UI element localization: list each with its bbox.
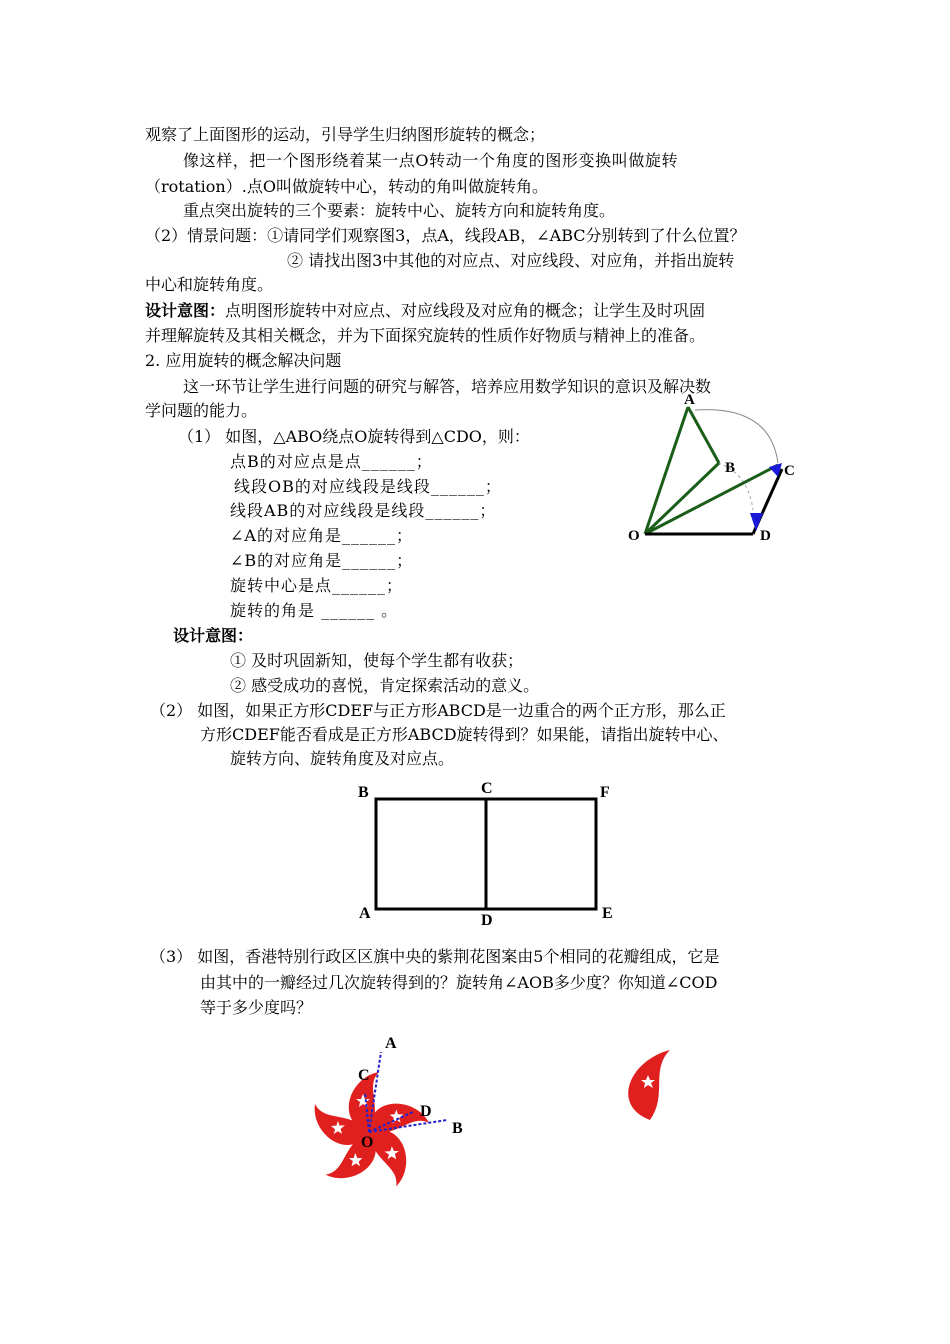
point-label: B: [452, 1120, 463, 1137]
section-text-2: 学问题的能力。: [145, 401, 258, 420]
question-3-line-3: 等于多少度吗？: [200, 998, 313, 1017]
point-label: D: [420, 1103, 432, 1120]
point-label: D: [760, 528, 771, 544]
question-2-line-2: 方形CDEF能否看成是正方形ABCD旋转得到？如果能，请指出旋转中心、: [200, 725, 729, 744]
design-intent-label: 设计意图：: [145, 301, 226, 320]
rotation-triangle-figure: [620, 385, 810, 550]
point-label: C: [358, 1067, 370, 1084]
intro-line-2: 像这样，把一个图形绕着某一点O转动一个角度的图形变换叫做旋转: [183, 151, 679, 170]
point-label: A: [385, 1035, 397, 1052]
intro-line-6: ② 请找出图3中其他的对应点、对应线段、对应角，并指出旋转: [287, 251, 735, 270]
question-2-line-1: （2） 如图，如果正方形CDEF与正方形ABCD是一边重合的两个正方形，那么正: [150, 701, 726, 720]
point-label: E: [602, 905, 613, 922]
point-label: O: [628, 528, 640, 544]
question-1-item: ∠A的对应角是______；: [230, 526, 413, 545]
rotation-arc: [695, 410, 778, 463]
section-text-1: 这一环节让学生进行问题的研究与解答，培养应用数学知识的意识及解决数: [183, 377, 712, 396]
point-label: B: [358, 784, 369, 801]
point-label: O: [361, 1134, 374, 1151]
point-label: A: [359, 905, 371, 922]
intro-line-7: 中心和旋转角度。: [145, 275, 274, 294]
question-1-item: 线段OB的对应线段是线段______；: [234, 477, 502, 496]
question-1-item: 旋转的角是 ______ 。: [230, 601, 399, 620]
design-intent-1-line-2: 并理解旋转及其相关概念，并为下面探究旋转的性质作好物质与精神上的准备。: [145, 326, 706, 345]
segment-ab: [688, 407, 719, 463]
intro-line-4: 重点突出旋转的三个要素：旋转中心、旋转方向和旋转角度。: [183, 201, 616, 220]
question-1-item: 点B的对应点是点______；: [230, 452, 433, 471]
point-label: A: [684, 392, 695, 408]
question-1-item: 线段AB的对应线段是线段______；: [230, 501, 497, 520]
section-heading: 2. 应用旋转的概念解决问题: [145, 351, 342, 370]
question-1-item: ∠B的对应角是______；: [230, 551, 414, 570]
intro-line-5: （2）情景问题：①请同学们观察图3，点A，线段AB，∠ABC分别转到了什么位置？: [145, 226, 746, 245]
question-1-stem: （1） 如图，△ABO绕点O旋转得到△CDO，则：: [178, 427, 530, 446]
bauhinia-flower-figure: [295, 1030, 475, 1205]
question-3-line-1: （3） 如图，香港特别行政区区旗中央的紫荆花图案由5个相同的花瓣组成，它是: [150, 947, 720, 966]
single-petal-figure: [620, 1045, 680, 1125]
design-intent-2-item: ① 及时巩固新知，使每个学生都有收获；: [230, 651, 524, 670]
design-intent-2-item: ② 感受成功的喜悦，肯定探索活动的意义。: [230, 676, 540, 695]
point-label: D: [481, 912, 493, 929]
question-2-line-3: 旋转方向、旋转角度及对应点。: [230, 749, 455, 768]
two-squares-figure: [350, 775, 625, 930]
point-label: C: [481, 780, 493, 797]
intro-line-3: （rotation）.点O叫做旋转中心，转动的角叫做旋转角。: [145, 177, 548, 196]
question-3-line-2: 由其中的一瓣经过几次旋转得到的？旋转角∠AOB多少度？你知道∠COD: [200, 973, 718, 992]
point-label: F: [600, 784, 610, 801]
design-intent-text: 点明图形旋转中对应点、对应线段及对应角的概念；让学生及时巩固: [225, 301, 706, 320]
point-label: B: [725, 460, 736, 476]
point-label: C: [784, 463, 795, 479]
intro-line-1: 观察了上面图形的运动，引导学生归纳图形旋转的概念；: [145, 125, 546, 144]
design-intent-2-label: 设计意图：: [173, 626, 254, 645]
design-intent-1: [145, 300, 705, 322]
question-1-item: 旋转中心是点______；: [230, 576, 404, 595]
